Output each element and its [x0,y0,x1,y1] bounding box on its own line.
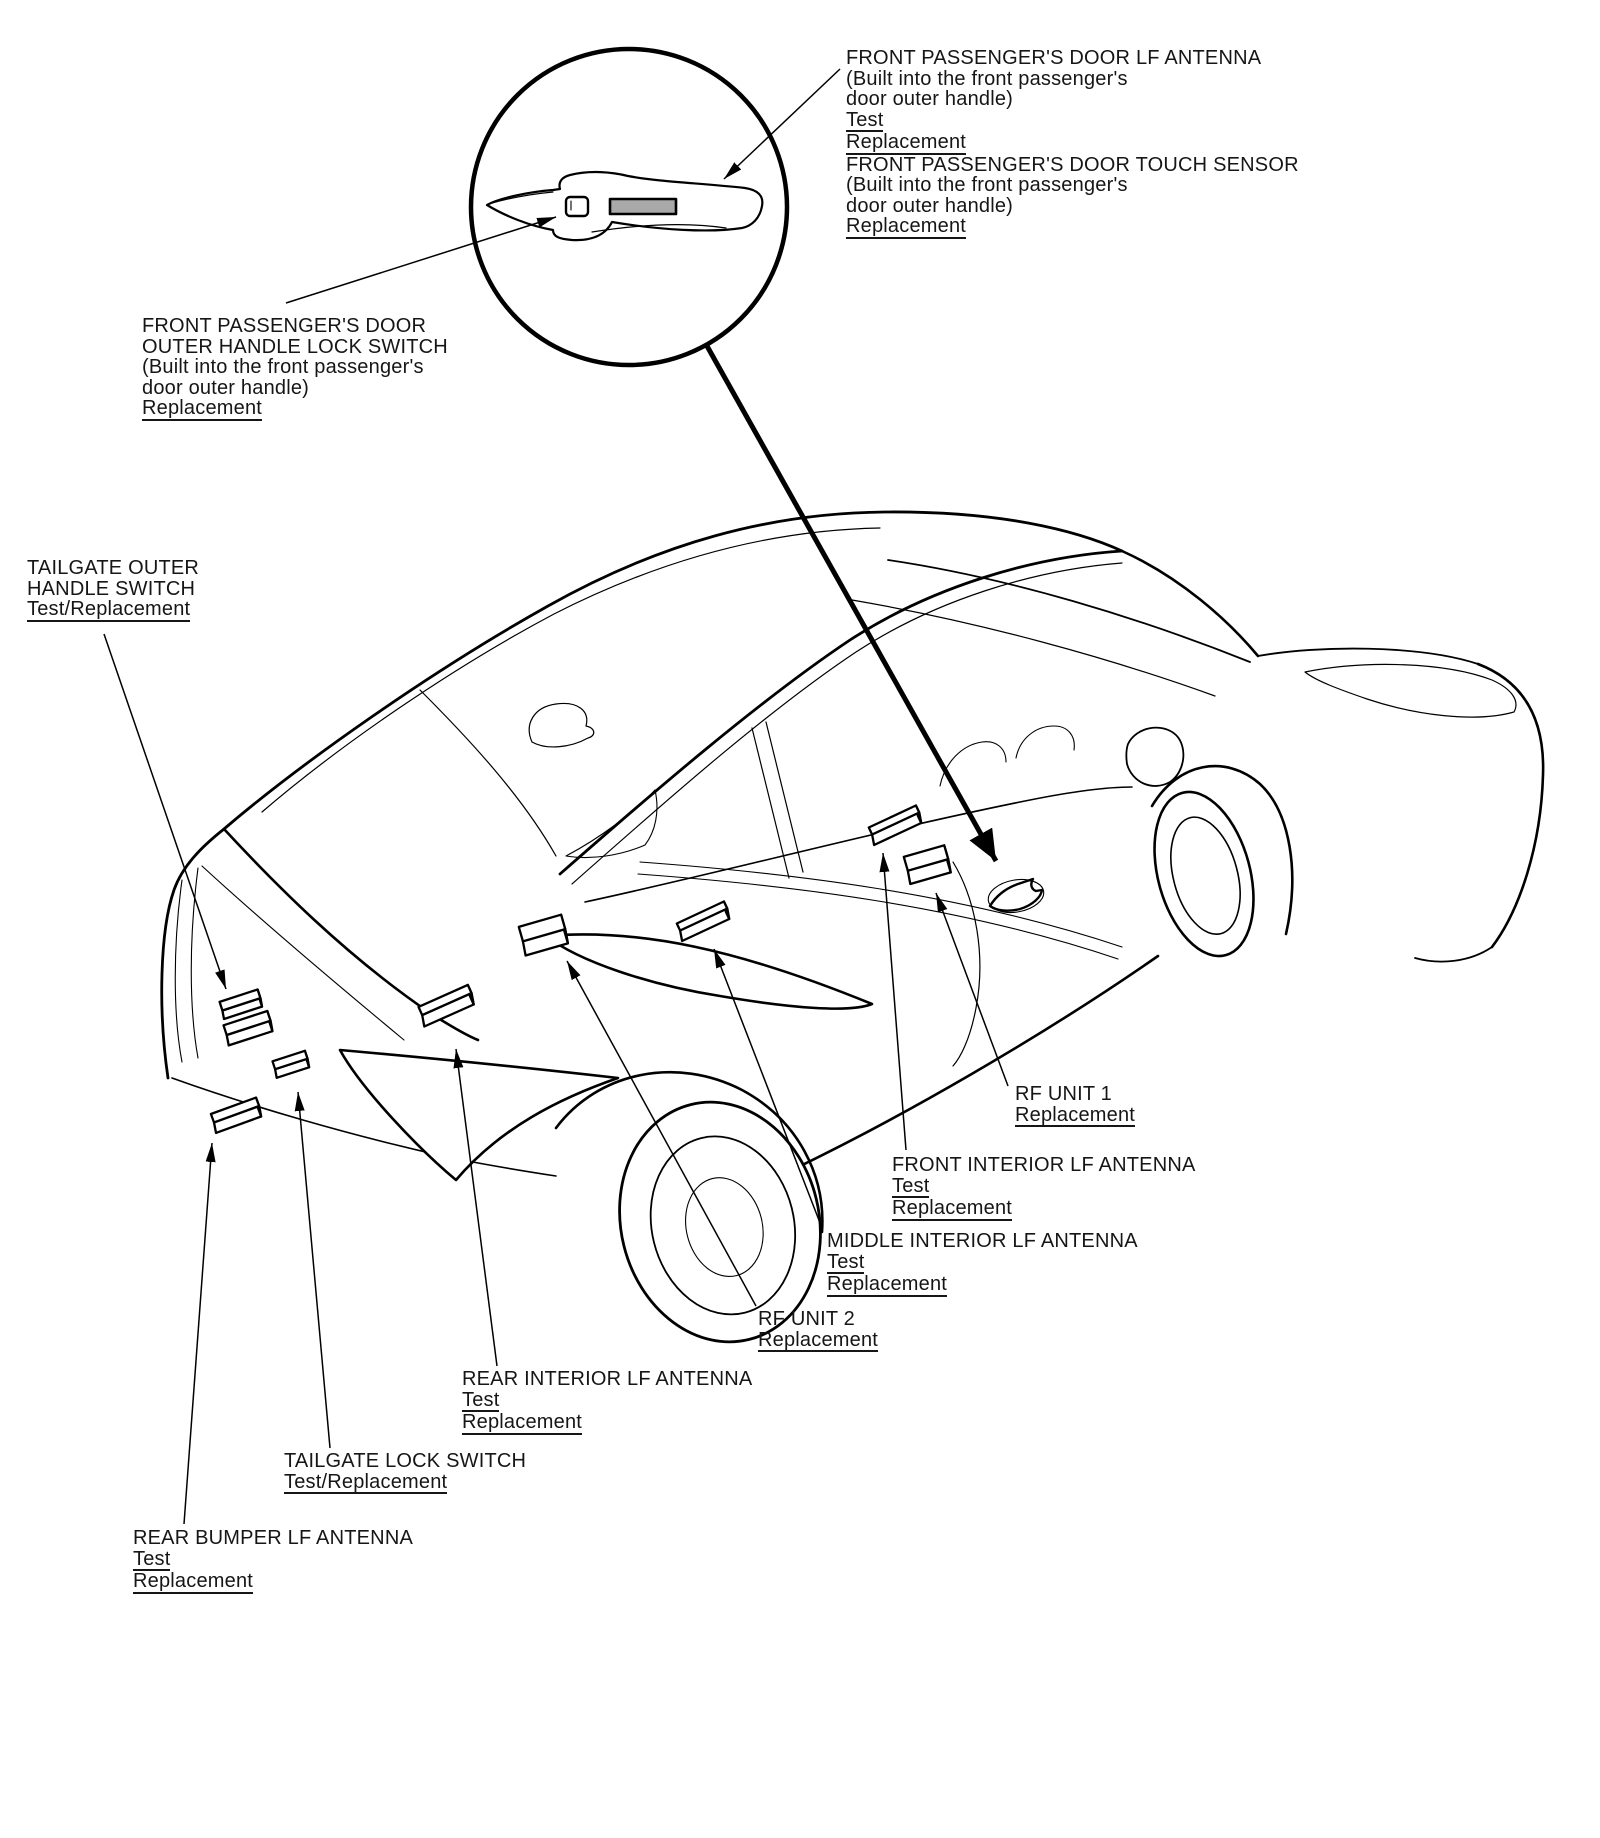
front-passenger-door-lf-antenna-touch-sensor-link[interactable]: Test [846,108,884,131]
rear-bumper-lf-antenna-box [211,1098,261,1133]
rear-bumper-lf-antenna-link[interactable]: Replacement [133,1570,254,1592]
rf-unit-1-text-line: RF UNIT 1 [1015,1083,1112,1105]
front-passenger-door-outer-handle-lock-switch-text-line: FRONT PASSENGER'S DOOR [142,315,427,337]
tailgate-lock-switch-label [284,1451,526,1494]
rear-interior-lf-antenna-box [419,985,474,1027]
inset-lock-switch-button [566,197,588,216]
front-interior-lf-antenna-text-line: FRONT INTERIOR LF ANTENNA [892,1154,1196,1176]
tailgate-outer-handle-switch-label [27,558,199,622]
front-interior-lf-antenna-leader-line [883,853,906,1150]
tailgate-outer-handle-switch-text-line: TAILGATE OUTER [27,557,200,579]
car-door-handle [986,875,1047,916]
front-passenger-door-lf-antenna-touch-sensor-label [846,48,1299,239]
front-passenger-door-lf-antenna-touch-sensor-text-line: door outer handle) [846,194,1014,217]
middle-interior-lf-antenna-text-line: MIDDLE INTERIOR LF ANTENNA [827,1230,1138,1252]
middle-interior-lf-antenna-label [827,1231,1138,1297]
front-passenger-door-lf-antenna-touch-sensor-link[interactable]: Replacement [846,215,967,237]
inset-to-door-arrow [707,346,996,861]
front-interior-lf-antenna-link[interactable]: Test [892,1174,930,1197]
front-interior-lf-antenna-box [869,806,921,846]
rear-interior-lf-antenna-link[interactable]: Replacement [462,1411,583,1433]
front-passenger-door-lf-antenna-touch-sensor-link[interactable]: Replacement [846,131,967,153]
rf-unit-1-leader-line [936,893,1008,1086]
tailgate-outer-handle-switch-box [220,990,273,1046]
rear-bumper-lf-antenna-text-line: REAR BUMPER LF ANTENNA [133,1527,414,1549]
front-interior-lf-antenna-label [892,1155,1196,1221]
front-passenger-door-lf-antenna-touch-sensor-text-line: FRONT PASSENGER'S DOOR TOUCH SENSOR [846,153,1299,176]
rf-unit-2-label [758,1309,878,1352]
tailgate-lock-switch-box [273,1051,310,1078]
front-passenger-door-outer-handle-lock-switch-link[interactable]: Replacement [142,397,263,419]
front-passenger-door-lf-antenna-touch-sensor-text-line: (Built into the front passenger's [846,174,1128,196]
front-passenger-door-outer-handle-lock-switch-text-line: door outer handle) [142,376,310,399]
tailgate-outer-handle-switch-text-line: HANDLE SWITCH [27,577,196,600]
rf-unit-1-link[interactable]: Replacement [1015,1103,1136,1126]
tailgate-lock-switch-leader-line [298,1092,330,1448]
front-interior-lf-antenna-link[interactable]: Replacement [892,1197,1013,1219]
rear-interior-lf-antenna-label [462,1369,752,1435]
rf-unit-1-label [1015,1084,1135,1127]
rear-bumper-lf-antenna-leader-line [184,1143,212,1524]
rf-unit-2-box [519,915,568,956]
inset-detail-circle [471,49,787,365]
middle-interior-lf-antenna-link[interactable]: Replacement [827,1273,948,1295]
rear-interior-lf-antenna-link[interactable]: Test [462,1388,500,1411]
inset-lf-antenna-bar [610,199,676,214]
tailgate-outer-handle-switch-link[interactable]: Test/Replacement [27,598,191,620]
rf-unit-2-text-line: RF UNIT 2 [758,1308,855,1330]
rear-bumper-lf-antenna-label [133,1528,413,1594]
tailgate-lock-switch-link[interactable]: Test/Replacement [284,1470,448,1493]
middle-interior-lf-antenna-link[interactable]: Test [827,1250,865,1273]
front-passenger-door-outer-handle-lock-switch-text-line: (Built into the front passenger's [142,356,424,378]
front-passenger-door-lf-antenna-touch-sensor-text-line: (Built into the front passenger's [846,67,1128,90]
tailgate-lock-switch-text-line: TAILGATE LOCK SWITCH [284,1450,527,1472]
rf-unit-2-link[interactable]: Replacement [758,1328,879,1351]
front-passenger-door-lf-antenna-touch-sensor-text-line: FRONT PASSENGER'S DOOR LF ANTENNA [846,47,1262,69]
front-passenger-door-outer-handle-lock-switch-text-line: OUTER HANDLE LOCK SWITCH [142,335,448,358]
rear-bumper-lf-antenna-link[interactable]: Test [133,1547,171,1570]
front-passenger-door-outer-handle-lock-switch-label [142,316,448,421]
front-passenger-door-lf-antenna-touch-sensor-text-line: door outer handle) [846,88,1014,110]
rear-interior-lf-antenna-text-line: REAR INTERIOR LF ANTENNA [462,1368,753,1390]
middle-interior-lf-antenna-box [677,902,729,942]
rf-unit-1-box [904,845,951,884]
